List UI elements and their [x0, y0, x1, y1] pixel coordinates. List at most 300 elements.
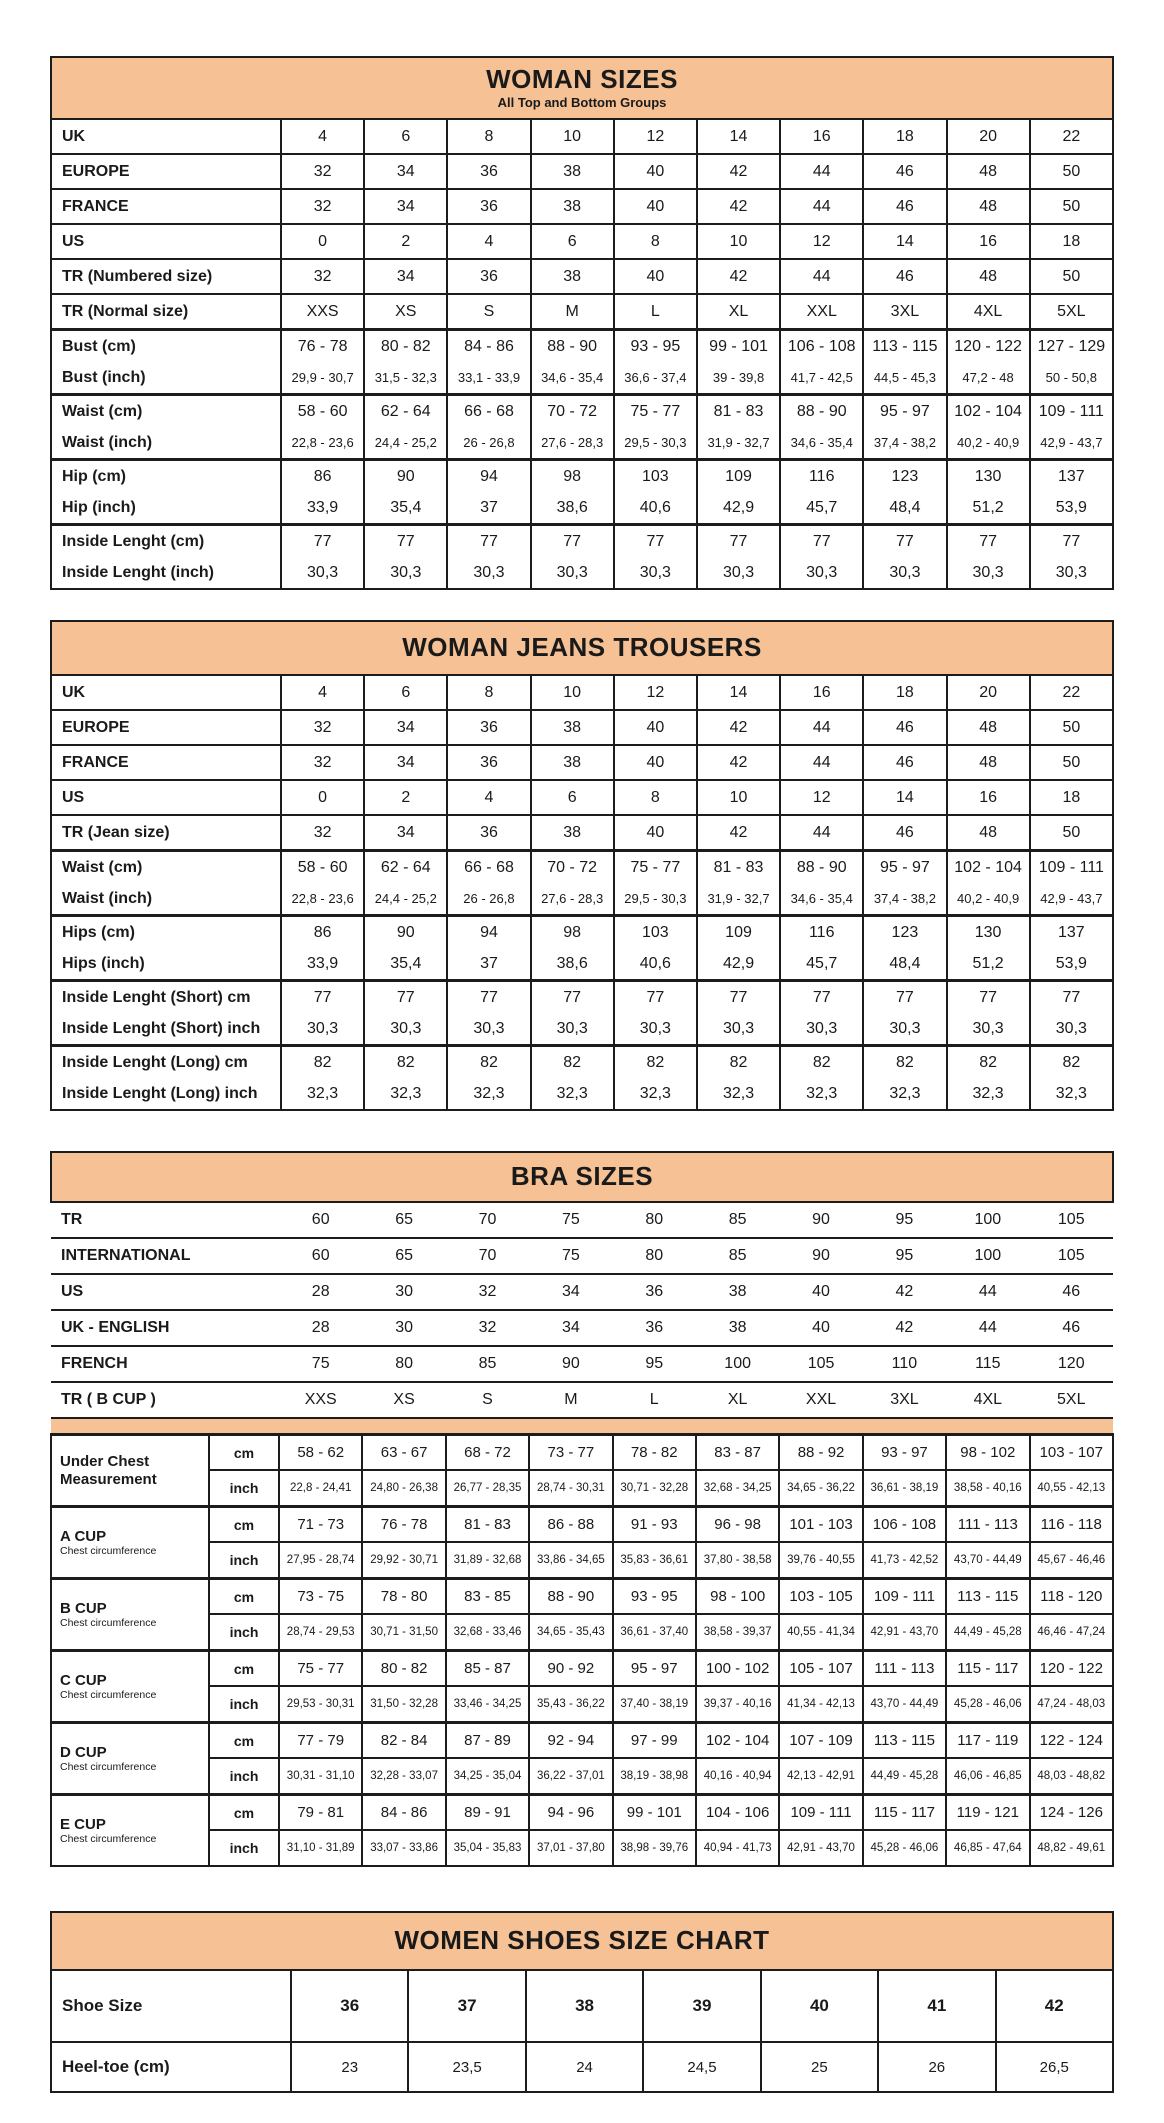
- row-label: INTERNATIONAL: [51, 1238, 279, 1274]
- woman-sizes-table: [50, 56, 1114, 590]
- size-cell: 34,6 - 35,4: [780, 427, 863, 460]
- row-label: FRANCE: [51, 189, 281, 224]
- size-cell: 65: [362, 1202, 445, 1238]
- size-cell: 46: [863, 259, 946, 294]
- row-label: US: [51, 780, 281, 815]
- size-cell: 48,82 - 49,61: [1030, 1830, 1113, 1866]
- size-cell: 100: [946, 1238, 1029, 1274]
- row-label: EUROPE: [51, 154, 281, 189]
- size-cell: 3XL: [863, 1382, 946, 1418]
- size-cell: 76 - 78: [281, 330, 364, 363]
- size-cell: 95: [863, 1202, 946, 1238]
- size-cell: XXL: [780, 294, 863, 330]
- row-label: Inside Lenght (Long) inch: [51, 1078, 281, 1110]
- size-cell: 8: [447, 119, 530, 154]
- size-cell: 70 - 72: [531, 851, 614, 884]
- woman-jeans-title: WOMAN JEANS TROUSERS: [402, 632, 762, 663]
- size-cell: 82: [863, 1046, 946, 1079]
- size-cell: 77: [281, 981, 364, 1014]
- size-cell: 45,7: [780, 948, 863, 981]
- row-label: Bust (inch): [51, 362, 281, 395]
- size-cell: 38,98 - 39,76: [613, 1830, 696, 1866]
- cup-subtitle: Chest circumference: [60, 1832, 157, 1845]
- cup-name: Under Chest Measurement: [60, 1453, 157, 1488]
- row-label: Bust (cm): [51, 330, 281, 363]
- row-label: [51, 1579, 209, 1651]
- size-cell: 0: [281, 780, 364, 815]
- size-cell: 0: [281, 224, 364, 259]
- size-cell: 66 - 68: [447, 851, 530, 884]
- table-row: [51, 1078, 1113, 1110]
- size-cell: 31,89 - 32,68: [446, 1542, 529, 1579]
- size-cell: 50: [1030, 154, 1113, 189]
- table-row: [51, 2042, 1113, 2092]
- size-cell: 30,3: [364, 1013, 447, 1046]
- size-cell: 32: [281, 189, 364, 224]
- table-row: [51, 525, 1113, 558]
- table-row: [51, 1046, 1113, 1079]
- size-cell: 85: [696, 1202, 779, 1238]
- size-cell: 30,3: [1030, 557, 1113, 589]
- size-cell: 36: [447, 815, 530, 851]
- size-cell: 14: [697, 119, 780, 154]
- size-cell: 123: [863, 916, 946, 949]
- unit-label: inch: [209, 1614, 279, 1651]
- table-row: [51, 460, 1113, 493]
- size-cell: 34: [364, 259, 447, 294]
- size-cell: 31,9 - 32,7: [697, 883, 780, 916]
- size-cell: 98: [531, 460, 614, 493]
- size-cell: 29,92 - 30,71: [362, 1542, 445, 1579]
- size-cell: 37: [447, 948, 530, 981]
- size-cell: 51,2: [947, 948, 1030, 981]
- size-cell: 36: [291, 1970, 408, 2042]
- size-cell: 22,8 - 23,6: [281, 883, 364, 916]
- size-cell: 38: [531, 710, 614, 745]
- size-cell: 77: [531, 525, 614, 558]
- row-label: Heel-toe (cm): [51, 2042, 291, 2092]
- size-cell: 31,5 - 32,3: [364, 362, 447, 395]
- size-cell: 88 - 90: [780, 395, 863, 428]
- size-cell: 42: [697, 189, 780, 224]
- size-cell: 38: [531, 154, 614, 189]
- size-cell: 29,5 - 30,3: [614, 883, 697, 916]
- row-label: FRENCH: [51, 1346, 279, 1382]
- size-cell: 120 - 122: [1030, 1651, 1113, 1687]
- size-cell: 95: [613, 1346, 696, 1382]
- size-cell: 8: [614, 224, 697, 259]
- size-cell: 32,3: [364, 1078, 447, 1110]
- size-cell: 79 - 81: [279, 1795, 362, 1831]
- size-cell: 26 - 26,8: [447, 427, 530, 460]
- size-cell: 58 - 60: [281, 851, 364, 884]
- size-cell: 42,9 - 43,7: [1030, 883, 1113, 916]
- unit-label: cm: [209, 1507, 279, 1543]
- size-cell: 62 - 64: [364, 395, 447, 428]
- size-cell: 33,86 - 34,65: [529, 1542, 612, 1579]
- row-label: Inside Lenght (inch): [51, 557, 281, 589]
- size-cell: 83 - 85: [446, 1579, 529, 1615]
- cup-name: B CUP: [60, 1599, 107, 1617]
- size-cell: 32,68 - 33,46: [446, 1614, 529, 1651]
- size-cell: 10: [531, 675, 614, 710]
- size-cell: XS: [364, 294, 447, 330]
- size-cell: L: [613, 1382, 696, 1418]
- divider-strip: [51, 1418, 1113, 1435]
- size-cell: 22,8 - 24,41: [279, 1470, 362, 1507]
- size-cell: 37,80 - 38,58: [696, 1542, 779, 1579]
- size-cell: 82: [780, 1046, 863, 1079]
- section-gap: [50, 1111, 1114, 1151]
- size-cell: 40,2 - 40,9: [947, 427, 1030, 460]
- size-cell: 16: [780, 675, 863, 710]
- size-cell: 46: [863, 815, 946, 851]
- size-cell: 82: [1030, 1046, 1113, 1079]
- size-cell: 111 - 113: [863, 1651, 946, 1687]
- size-cell: 32,3: [947, 1078, 1030, 1110]
- size-cell: 82: [947, 1046, 1030, 1079]
- size-cell: 113 - 115: [863, 1723, 946, 1759]
- size-cell: 3XL: [863, 294, 946, 330]
- size-cell: 104 - 106: [696, 1795, 779, 1831]
- row-label: US: [51, 224, 281, 259]
- size-cell: 12: [614, 675, 697, 710]
- size-cell: 42,91 - 43,70: [863, 1614, 946, 1651]
- size-cell: 116 - 118: [1030, 1507, 1113, 1543]
- size-cell: 45,67 - 46,46: [1030, 1542, 1113, 1579]
- size-cell: 80: [613, 1238, 696, 1274]
- size-cell: 75: [279, 1346, 362, 1382]
- size-cell: 12: [780, 224, 863, 259]
- size-cell: 36: [613, 1274, 696, 1310]
- size-cell: 71 - 73: [279, 1507, 362, 1543]
- size-cell: 75 - 77: [614, 851, 697, 884]
- size-cell: 39: [643, 1970, 760, 2042]
- size-cell: 34: [364, 815, 447, 851]
- size-cell: 34,65 - 35,43: [529, 1614, 612, 1651]
- size-cell: 50: [1030, 815, 1113, 851]
- size-cell: 40: [614, 745, 697, 780]
- size-cell: 103: [614, 460, 697, 493]
- size-cell: 50 - 50,8: [1030, 362, 1113, 395]
- size-cell: 111 - 113: [946, 1507, 1029, 1543]
- size-cell: 26,77 - 28,35: [446, 1470, 529, 1507]
- size-cell: 81 - 83: [697, 851, 780, 884]
- table-title: [51, 1912, 1113, 1970]
- size-cell: 40,16 - 40,94: [696, 1758, 779, 1795]
- size-cell: 27,6 - 28,3: [531, 427, 614, 460]
- size-cell: 115 - 117: [946, 1651, 1029, 1687]
- size-cell: 16: [947, 224, 1030, 259]
- size-cell: 75 - 77: [614, 395, 697, 428]
- size-cell: 32: [446, 1274, 529, 1310]
- table-row: [51, 1723, 1113, 1759]
- size-cell: 22,8 - 23,6: [281, 427, 364, 460]
- table-row: [51, 815, 1113, 851]
- table-row: [51, 189, 1113, 224]
- size-cell: 103: [614, 916, 697, 949]
- size-cell: 29,9 - 30,7: [281, 362, 364, 395]
- size-cell: 90: [364, 460, 447, 493]
- size-cell: 109 - 111: [1030, 395, 1113, 428]
- size-cell: 32,3: [697, 1078, 780, 1110]
- size-cell: 127 - 129: [1030, 330, 1113, 363]
- size-cell: 115 - 117: [863, 1795, 946, 1831]
- size-cell: 80: [613, 1202, 696, 1238]
- cup-name: A CUP: [60, 1527, 107, 1545]
- size-cell: 90: [529, 1346, 612, 1382]
- size-cell: 36,22 - 37,01: [529, 1758, 612, 1795]
- size-cell: 73 - 75: [279, 1579, 362, 1615]
- row-label: Hip (cm): [51, 460, 281, 493]
- shoes-title: WOMEN SHOES SIZE CHART: [394, 1925, 770, 1956]
- section-gap: [50, 1867, 1114, 1911]
- size-cell: 2: [364, 780, 447, 815]
- table-title: [51, 1152, 1113, 1202]
- size-cell: 120: [1030, 1346, 1113, 1382]
- size-cell: 37,4 - 38,2: [863, 883, 946, 916]
- size-cell: 29,53 - 30,31: [279, 1686, 362, 1723]
- size-cell: 46,46 - 47,24: [1030, 1614, 1113, 1651]
- size-cell: 34: [529, 1274, 612, 1310]
- size-cell: 38,6: [531, 948, 614, 981]
- table-title-row: [51, 1912, 1113, 1970]
- size-cell: 53,9: [1030, 948, 1113, 981]
- size-cell: 30: [362, 1274, 445, 1310]
- size-cell: 88 - 90: [780, 851, 863, 884]
- table-row: [51, 1579, 1113, 1615]
- size-cell: 88 - 90: [531, 330, 614, 363]
- size-cell: 77: [1030, 525, 1113, 558]
- size-cell: 42,91 - 43,70: [779, 1830, 862, 1866]
- table-row: [51, 492, 1113, 525]
- woman-sizes-title: WOMAN SIZES: [486, 64, 678, 95]
- size-cell: 90: [779, 1238, 862, 1274]
- size-cell: 38: [526, 1970, 643, 2042]
- size-cell: 22: [1030, 675, 1113, 710]
- size-cell: 44: [946, 1310, 1029, 1346]
- size-cell: 130: [947, 460, 1030, 493]
- row-label: TR (Numbered size): [51, 259, 281, 294]
- size-cell: 42,9 - 43,7: [1030, 427, 1113, 460]
- size-cell: 37,40 - 38,19: [613, 1686, 696, 1723]
- size-cell: 35,83 - 36,61: [613, 1542, 696, 1579]
- size-cell: 46: [1030, 1274, 1113, 1310]
- table-row: [51, 780, 1113, 815]
- table-title: [51, 57, 1113, 119]
- size-cell: 46: [863, 189, 946, 224]
- size-cell: 32,3: [447, 1078, 530, 1110]
- size-cell: 32: [281, 815, 364, 851]
- size-cell: 8: [614, 780, 697, 815]
- size-cell: 85: [696, 1238, 779, 1274]
- size-cell: 30,3: [614, 557, 697, 589]
- table-row: [51, 1346, 1113, 1382]
- size-cell: 46,06 - 46,85: [946, 1758, 1029, 1795]
- row-label: US: [51, 1274, 279, 1310]
- size-cell: 36,61 - 38,19: [863, 1470, 946, 1507]
- size-cell: 34: [364, 710, 447, 745]
- table-title-row: [51, 1152, 1113, 1202]
- size-cell: 34,25 - 35,04: [446, 1758, 529, 1795]
- size-cell: 36: [447, 154, 530, 189]
- size-cell: 29,5 - 30,3: [614, 427, 697, 460]
- size-cell: 82: [531, 1046, 614, 1079]
- size-cell: 100: [696, 1346, 779, 1382]
- size-cell: 38: [531, 259, 614, 294]
- size-cell: 82: [281, 1046, 364, 1079]
- size-cell: 80 - 82: [362, 1651, 445, 1687]
- unit-label: inch: [209, 1758, 279, 1795]
- size-cell: 33,07 - 33,86: [362, 1830, 445, 1866]
- size-cell: 60: [279, 1202, 362, 1238]
- size-cell: XXS: [279, 1382, 362, 1418]
- row-label: UK: [51, 675, 281, 710]
- bra-sizes-table: [50, 1151, 1114, 1867]
- size-cell: 32,3: [1030, 1078, 1113, 1110]
- size-cell: 106 - 108: [780, 330, 863, 363]
- size-cell: 77: [1030, 981, 1113, 1014]
- size-cell: 32,3: [614, 1078, 697, 1110]
- size-cell: 40,2 - 40,9: [947, 883, 1030, 916]
- size-cell: 28: [279, 1310, 362, 1346]
- size-cell: 102 - 104: [696, 1723, 779, 1759]
- row-label: TR: [51, 1202, 279, 1238]
- table-row: [51, 1542, 1113, 1579]
- unit-label: inch: [209, 1542, 279, 1579]
- size-cell: S: [446, 1382, 529, 1418]
- table-row: [51, 1238, 1113, 1274]
- size-cell: 44: [946, 1274, 1029, 1310]
- size-cell: 95 - 97: [863, 851, 946, 884]
- size-cell: 85 - 87: [446, 1651, 529, 1687]
- size-cell: 36: [447, 189, 530, 224]
- table-row: [51, 1013, 1113, 1046]
- size-cell: 24,5: [643, 2042, 760, 2092]
- size-cell: 102 - 104: [947, 851, 1030, 884]
- table-row: [51, 675, 1113, 710]
- size-cell: 44: [780, 189, 863, 224]
- size-cell: 109 - 111: [1030, 851, 1113, 884]
- size-cell: 31,9 - 32,7: [697, 427, 780, 460]
- table-row: [51, 981, 1113, 1014]
- size-cell: 109: [697, 460, 780, 493]
- size-cell: 95 - 97: [863, 395, 946, 428]
- size-cell: 47,2 - 48: [947, 362, 1030, 395]
- size-cell: 24,80 - 26,38: [362, 1470, 445, 1507]
- size-cell: 42: [863, 1310, 946, 1346]
- size-cell: XS: [362, 1382, 445, 1418]
- size-cell: 42: [697, 259, 780, 294]
- size-cell: 94: [447, 916, 530, 949]
- row-label: Waist (cm): [51, 395, 281, 428]
- unit-label: cm: [209, 1579, 279, 1615]
- size-cell: 119 - 121: [946, 1795, 1029, 1831]
- size-cell: 80 - 82: [364, 330, 447, 363]
- size-cell: 34,6 - 35,4: [531, 362, 614, 395]
- size-cell: 109 - 111: [863, 1579, 946, 1615]
- size-cell: 30,71 - 31,50: [362, 1614, 445, 1651]
- size-cell: 44: [780, 710, 863, 745]
- size-cell: 41,7 - 42,5: [780, 362, 863, 395]
- size-cell: 95 - 97: [613, 1651, 696, 1687]
- size-cell: 90: [364, 916, 447, 949]
- unit-label: cm: [209, 1435, 279, 1471]
- size-cell: 77: [780, 525, 863, 558]
- row-label: Waist (inch): [51, 883, 281, 916]
- size-cell: 34: [529, 1310, 612, 1346]
- size-cell: 45,28 - 46,06: [946, 1686, 1029, 1723]
- size-cell: 44: [780, 259, 863, 294]
- size-cell: 50: [1030, 745, 1113, 780]
- size-cell: 24: [526, 2042, 643, 2092]
- size-cell: 32,3: [281, 1078, 364, 1110]
- size-cell: 48: [947, 154, 1030, 189]
- size-cell: 117 - 119: [946, 1723, 1029, 1759]
- size-cell: 16: [780, 119, 863, 154]
- size-cell: 77: [531, 981, 614, 1014]
- size-cell: 30,3: [531, 1013, 614, 1046]
- size-cell: 77: [697, 981, 780, 1014]
- size-cell: 46,85 - 47,64: [946, 1830, 1029, 1866]
- size-cell: 44,49 - 45,28: [863, 1758, 946, 1795]
- size-cell: 33,1 - 33,9: [447, 362, 530, 395]
- size-cell: 93 - 95: [614, 330, 697, 363]
- cup-subtitle: Chest circumference: [60, 1616, 157, 1629]
- size-cell: 48: [947, 259, 1030, 294]
- row-label: Inside Lenght (Short) cm: [51, 981, 281, 1014]
- size-cell: 105: [779, 1346, 862, 1382]
- size-cell: 4XL: [947, 294, 1030, 330]
- size-cell: 82: [614, 1046, 697, 1079]
- table-row: [51, 1470, 1113, 1507]
- unit-label: cm: [209, 1795, 279, 1831]
- size-cell: 43,70 - 44,49: [863, 1686, 946, 1723]
- size-cell: 42: [697, 745, 780, 780]
- size-cell: 116: [780, 916, 863, 949]
- size-cell: 39,76 - 40,55: [779, 1542, 862, 1579]
- size-cell: 30,3: [697, 1013, 780, 1046]
- size-cell: 62 - 64: [364, 851, 447, 884]
- size-cell: 99 - 101: [613, 1795, 696, 1831]
- size-cell: M: [531, 294, 614, 330]
- size-cell: 32: [281, 745, 364, 780]
- size-cell: 82 - 84: [362, 1723, 445, 1759]
- woman-jeans-table: [50, 620, 1114, 1111]
- size-cell: 98: [531, 916, 614, 949]
- size-cell: 28: [279, 1274, 362, 1310]
- size-cell: 37,01 - 37,80: [529, 1830, 612, 1866]
- size-cell: 38: [531, 745, 614, 780]
- size-cell: 30,3: [447, 1013, 530, 1046]
- size-cell: 38,58 - 40,16: [946, 1470, 1029, 1507]
- row-label: Shoe Size: [51, 1970, 291, 2042]
- size-cell: 26 - 26,8: [447, 883, 530, 916]
- size-cell: 118 - 120: [1030, 1579, 1113, 1615]
- size-cell: 4: [281, 675, 364, 710]
- size-cell: 122 - 124: [1030, 1723, 1113, 1759]
- size-cell: 40: [614, 815, 697, 851]
- woman-sizes-subtitle: All Top and Bottom Groups: [497, 95, 667, 111]
- size-cell: 40,6: [614, 948, 697, 981]
- size-cell: L: [614, 294, 697, 330]
- size-cell: 30,3: [780, 557, 863, 589]
- row-label: TR ( B CUP ): [51, 1382, 279, 1418]
- size-cell: 130: [947, 916, 1030, 949]
- size-cell: 12: [614, 119, 697, 154]
- size-cell: 47,24 - 48,03: [1030, 1686, 1113, 1723]
- size-cell: 38,58 - 39,37: [696, 1614, 779, 1651]
